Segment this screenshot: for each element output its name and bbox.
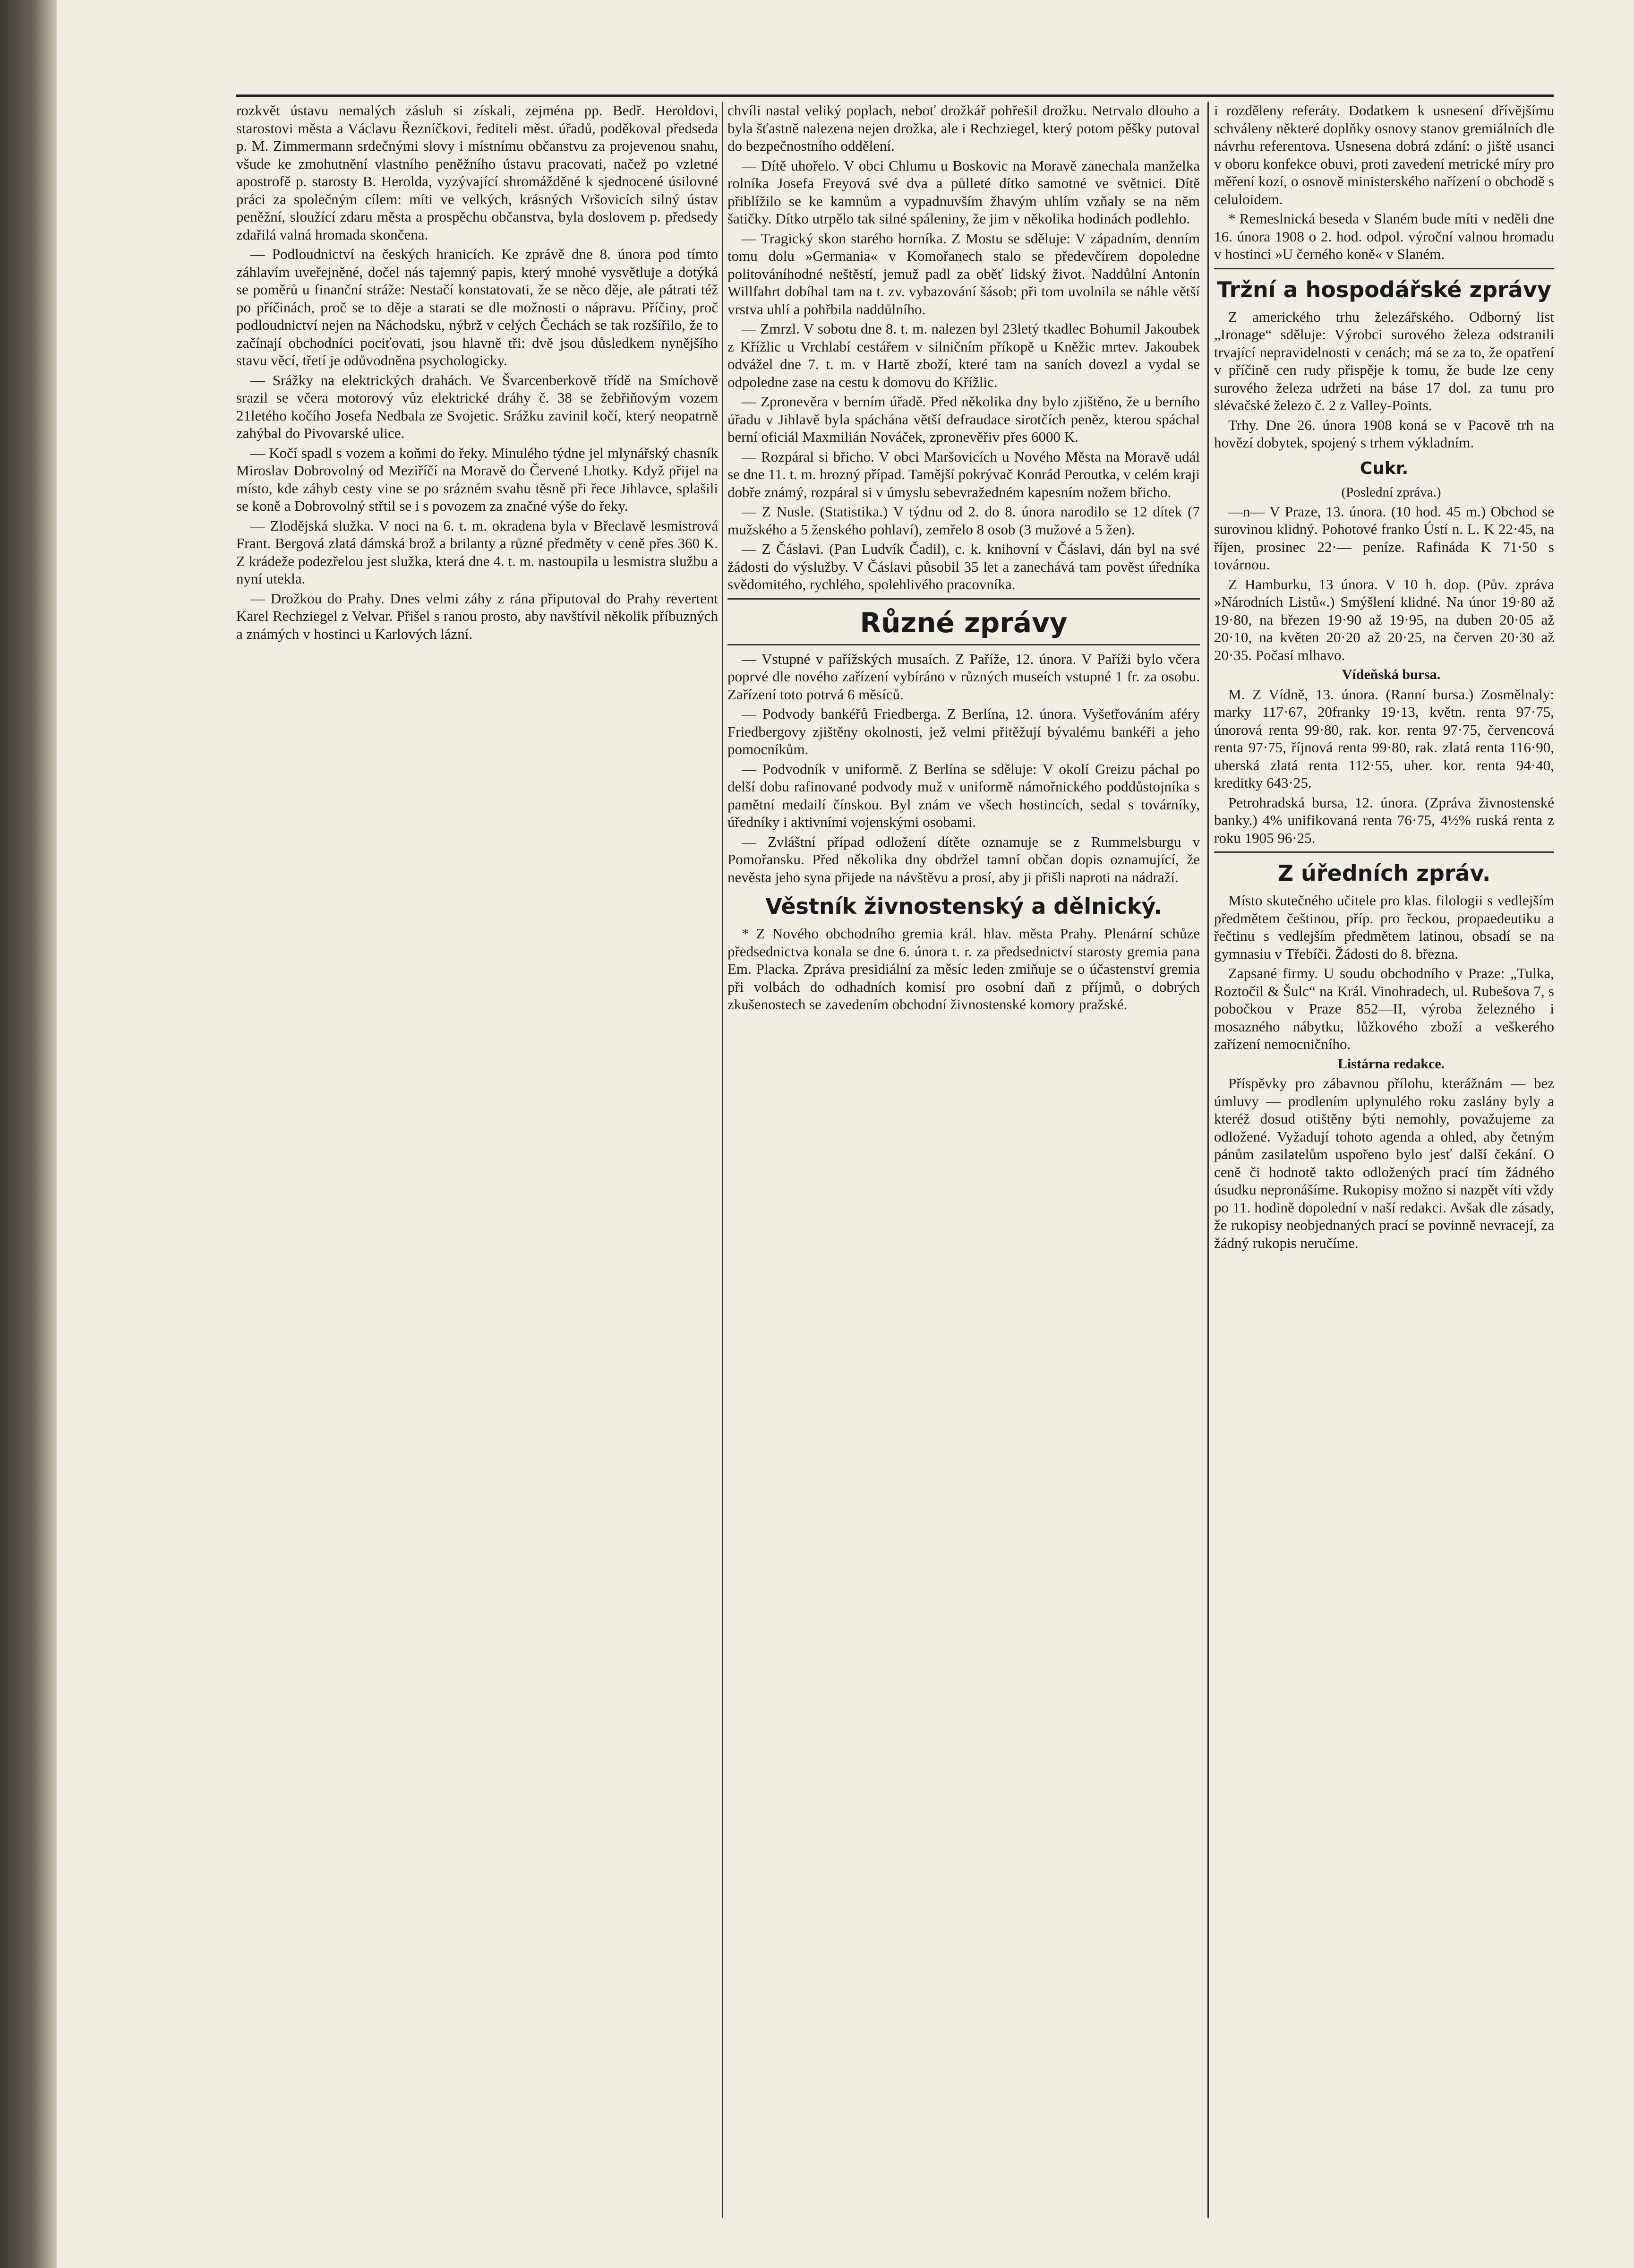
article-paragraph: Z amerického trhu železářského. Odborný list „Ironage“ sděluje: Výrobci surového železa odstranili trvající nepravidelnosti v cenách; má se za to, že opatření v příčině cen rudy přispěje k tomu, že bude lze ceny surového železa udržeti na báse 17 dol. za tunu pro slévačské železo č. 2 z Valley-Points. [1214, 308, 1554, 413]
section-heading-trzni: Tržní a hospodářské zprávy [1217, 276, 1551, 302]
article-paragraph: — Podloudnictví na českých hranicích. Ke zprávě dne 8. února pod tímto záhlavím uveřejněné, dočel nás tajemný papis, který mnohé vysvětluje a dotýká se poměrů u finanční stráže: Nestačí konstatovati, že se něco děje, ale pátrati též po příčinách, proč se to děje a starati se dle možnosti o nápravu. Příčiny, proč podloudnictví nejen na Náchodsku, nýbrž v celých Čechách se tak rozšířilo, že to začínají obchodníci pociťovati, jsou hlavně tři: dvě jsou důsledkem nynějšího stavu věcí, třetí je odůvodněna psychologicky. [236, 246, 718, 369]
section-heading-ruzne-zpravy: Různé zprávy [860, 606, 1068, 639]
article-paragraph: * Z Nového obchodního gremia král. hlav. města Prahy. Plenární schůze předsednictva konala se dne 6. února t. r. za předsednictví starosty gremia pana Em. Placka. Zpráva presidiální za měsíc leden zmiňuje se o účastenství gremia při volbách do odhadních komisí pro osobní daň z příjmů, o dobrých zkušenostech se zavedením obchodní živnostenské komory pražské. [727, 925, 1200, 1013]
article-paragraph: — Zvláštní případ odložení dítěte oznamuje se z Rummelsburgu v Pomořansku. Před několika dny obdržel tamní občan dopis oznamující, že nevěsta jeho syna přijede na návštěvu a prosí, aby ji přišli naproti na nádraží. [727, 833, 1200, 885]
article-paragraph: Petrohradská bursa, 12. února. (Zpráva živnostenské banky.) 4% unifikovaná renta 76·75, 4½% ruská renta z roku 1905 96·25. [1214, 794, 1554, 846]
column-2 [727, 102, 1200, 2223]
article-paragraph: Trhy. Dne 26. února 1908 koná se v Pacově trh na hovězí dobytek, spojený s trhem výkladním. [1214, 416, 1554, 451]
article-paragraph: —n— V Praze, 13. února. (10 hod. 45 m.) Obchod se surovinou klidný. Pohotové franko Ústí n. L. K 22·45, na říjen, prosinec 22·— peníze. Rafináda K 71·50 s továrnou. [1214, 503, 1554, 573]
section-heading-cukr: Cukr. [1360, 458, 1409, 478]
article-paragraph: — Zmrzl. V sobotu dne 8. t. m. nalezen byl 23letý tkadlec Bohumil Jakoubek z Křížlic u Vrchlabí cestářem v silničním příkopě u Kněžic mrtev. Jakoubek odvážel dne 7. t. m. v Hartě zboží, které tam na saních dovezl a vydal se odpoledne zase na cestu k domovu do Křížlic. [727, 320, 1200, 390]
section-heading-uredni: Z úředních zpráv. [1277, 860, 1491, 886]
column-divider-1 [722, 102, 723, 2218]
article-paragraph: — Podvody bankéřů Friedberga. Z Berlína, 12. února. Vyšetřováním aféry Friedbergovy zjištěny okolnosti, jež velmi přitěžují bývalému bankéři a jeho pomocníkům. [727, 705, 1200, 757]
book-binding-edge [0, 0, 57, 2268]
article-paragraph: rozkvět ústavu nemalých zásluh si získali, zejména pp. Bedř. Heroldovi, starostovi města a Václavu Řezníčkovi, řediteli měst. úřadů, poděkoval předseda p. M. Zimmermann srdečnými slovy i místnímu občanstvu za projevenou snahu, všude ke zmohutnění vlastního peněžního ústavu pracovati, načež po vzletné apostrofě p. starosty B. Herolda, vyzývající shromážděné k sjednocené úsilovné práci za společným cílem: míti ve velkých, krásných Vršovicích silný ústav peněžní, sloužící zdaru města a prospěchu občanstva, byla doslovem p. předsedy zdařilá valná hromada skončena. [236, 102, 718, 243]
article-paragraph: M. Z Vídně, 13. února. (Ranní bursa.) Zosmělnaly: marky 117·67, 20franky 19·13, květn. renta 97·75, únorová renta 99·80, rak. kor. renta 97·75, červencová renta 97·75, říjnová renta 99·80, rak. zlatá renta 116·90, uherská zlatá renta 112·55, uher. kor. renta 94·40, kreditky 643·25. [1214, 686, 1554, 791]
section-separator [1214, 851, 1554, 853]
top-rule [236, 94, 1554, 97]
article-paragraph: * Remeslnická beseda v Slaném bude míti v neděli dne 16. února 1908 o 2. hod. odpol. výroční valnou hromadu v hostinci »U černého koně« v Slaném. [1214, 210, 1554, 262]
section-separator [1214, 268, 1554, 269]
article-paragraph: i rozděleny referáty. Dodatkem k usnesení dřívějšímu schváleny některé doplňky osnovy stanov gremiálních dle návrhu referentova. Usnesena dobrá zdání: o jiště usanci v oboru konfekce obuvi, proti zavedení metrické míry pro měření kozí, o osnově ministerského nařízení o obchodě s celuloidem. [1214, 102, 1554, 207]
article-paragraph: Z Hamburku, 13 února. V 10 h. dop. (Pův. zpráva »Národních Listů«.) Smýšlení klidné. Na únor 19·80 až 19·80, na březen 19·90 až 19·95, na duben 20·05 až 20·10, na květen 20·20 až 20·25, na červen 20·30 až 20·35. Počasí mlhavo. [1214, 576, 1554, 663]
column-1 [236, 102, 718, 2223]
article-paragraph: Místo skutečného učitele pro klas. filologii s vedlejším předmětem češtinou, příp. pro řeckou, propaedeutiku a řečtinu s vedlejším předmětem latinou, obsadí se na gymnasiu v Třebíči. Žádosti do 8. března. [1214, 892, 1554, 962]
article-paragraph: — Kočí spadl s vozem a koňmi do řeky. Minulého týdne jel mlynářský chasník Miroslav Dobrovolný od Meziříčí na Moravě do Červené Lhotky. Když přijel na místo, kde záhyb cesty vine se po srázném svahu těsně při řece Jihlavce, splašili se koně a Dobrovolný střtil se i s povozem za značné výše do řeky. [236, 444, 718, 514]
article-paragraph: — Tragický skon starého horníka. Z Mostu se sděluje: V západním, denním tomu dolu »Germania« v Komořanech stalo se předevčírem dopoledne politováníhodné neštěstí, jemuž padl za oběť lidský život. Naddůlní Antonín Willfahrt dobíhal tam na t. zv. vybazování šásob; při tom uvolnila se náhle větší vrstva uhlí a pohřbila naddůlního. [727, 230, 1200, 318]
article-paragraph: — Dítě uhořelo. V obci Chlumu u Boskovic na Moravě zanechala manželka rolníka Josefa Freyová své dva a půlleté dítko samotné ve světnici. Dítě přiblížilo se ke kamnům a vypadnuvším žhavým uhlím vzňaly se na něm šatičky. Dítko utrpělo tak silné spáleniny, že jim v několika hodinách podlehlo. [727, 157, 1200, 227]
article-paragraph: Zapsané firmy. U soudu obchodního v Praze: „Tulka, Roztočil & Šulc“ na Král. Vinohradech, ul. Rubešova 7, s pobočkou v Praze 852—II, výroba železného i mosazného nábytku, lůžkového zboží a veškerého zařízení nemocničního. [1214, 965, 1554, 1052]
section-subheading: (Poslední zpráva.) [1341, 484, 1441, 500]
column-divider-2 [1207, 102, 1209, 2218]
section-heading-vestnik: Věstník živnostenský a dělnický. [765, 893, 1162, 919]
section-separator [727, 598, 1200, 600]
article-paragraph: chvíli nastal veliký poplach, neboť drožkář pohřešil drožku. Netrvalo dlouho a byla šťastně nalezena nejen drožka, ale i Rechziegel, který potom pěšky putoval do bezpečnostního oddělení. [727, 102, 1200, 154]
article-paragraph: — Rozpáral si břicho. V obci Maršovicích u Nového Města na Moravě udál se dne 11. t. m. hrozný případ. Tamější pokrývač Konrád Peroutka, v celém kraji dobře známý, rozpáral si v úmyslu sebevražedném kapesním nožem břicho. [727, 448, 1200, 500]
column-3 [1214, 102, 1554, 2223]
section-separator [727, 644, 1200, 645]
article-paragraph: — Zpronevěra v berním úřadě. Před několika dny bylo zjištěno, že u berního úřadu v Jihlavě byla spáchána větší defraudace sirotčích peněz, kterou spáchal berní oficiál Maxmilián Nováček, zpronevěřiv přes 6000 K. [727, 393, 1200, 445]
article-paragraph: — Drožkou do Prahy. Dnes velmi záhy z rána připutoval do Prahy revertent Karel Rechziegel z Velvar. Přišel s ranou prosto, aby navštívil několik příbuzných a známých v hostinci u Karlových lázní. [236, 590, 718, 642]
article-paragraph: — Z Nusle. (Statistika.) V týdnu od 2. do 8. února narodilo se 12 dítek (7 mužského a 5 ženského pohlaví), zemřelo 8 osob (3 mužové a 5 žen). [727, 503, 1200, 538]
article-paragraph: Příspěvky pro zábavnou přílohu, kterážnám — bez úmluvy — prodlením uplynulého roku zaslány byly a kteréž dosud otištěny býti nemohly, považujeme za odložené. Vyžadují tohoto agenda a ohled, aby četným pánům zasilatelům uspořeno bylo jesť další čekání. O ceně či hodnotě takto odložených prací tím žádného úsudku nepronášíme. Rukopisy možno si nazpět víti vždy po 11. hodině dopolední v naší redakci. Avšak dle zásady, že rukopisy neobjednaných prací se povinně nevracejí, za žádný rukopis neručíme. [1214, 1075, 1554, 1251]
article-paragraph: — Z Čáslavi. (Pan Ludvík Čadil), c. k. knihovní v Čáslavi, dán byl na své žádosti do výslužby. V Čáslavi působil 35 let a zanechává tam pověst úředníka svědomitého, rychlého, spolehlivého pracovníka. [727, 541, 1200, 593]
article-paragraph: — Podvodník v uniformě. Z Berlína se sděluje: V okolí Greizu páchal po delší dobu rafinované podvody muž v uniformě námořnického poddůstojníka s pamětní medailí čínskou. Byl znám ve všech hostincích, sedal s továrníky, úředníky i aktivními vojenskými osobami. [727, 760, 1200, 830]
section-heading-listarna: Listárna redakce. [1337, 1056, 1445, 1072]
article-paragraph: — Zlodějská služka. V noci na 6. t. m. okradena byla v Břeclavě lesmistrová Frant. Bergová zlatá dámská brož a brilanty a různé předměty v ceně přes 360 K. Z krádeže podezřelou jest služka, která dne 4. t. m. nastoupila u lesmistra službu a nyní utekla. [236, 517, 718, 587]
section-heading-burza: Vídeňská bursa. [1342, 667, 1441, 682]
article-paragraph: — Vstupné v pařížských musaích. Z Paříže, 12. února. V Paříži bylo včera poprvé dle nového zařízení vybíráno v různých museích vstupné 1 fr. za osobu. Zařízení toto potrvá 6 měsíců. [727, 650, 1200, 703]
article-paragraph: — Srážky na elektrických drahách. Ve Švarcenberkově třídě na Smíchově srazil se včera motorový vůz elektrické dráhy č. 38 se žebřiňovým vozem 21letého kočího Josefa Nedbala ze Svojetic. Srážku zavinil kočí, který neopatrně zahýbal do Pivovarské ulice. [236, 371, 718, 441]
